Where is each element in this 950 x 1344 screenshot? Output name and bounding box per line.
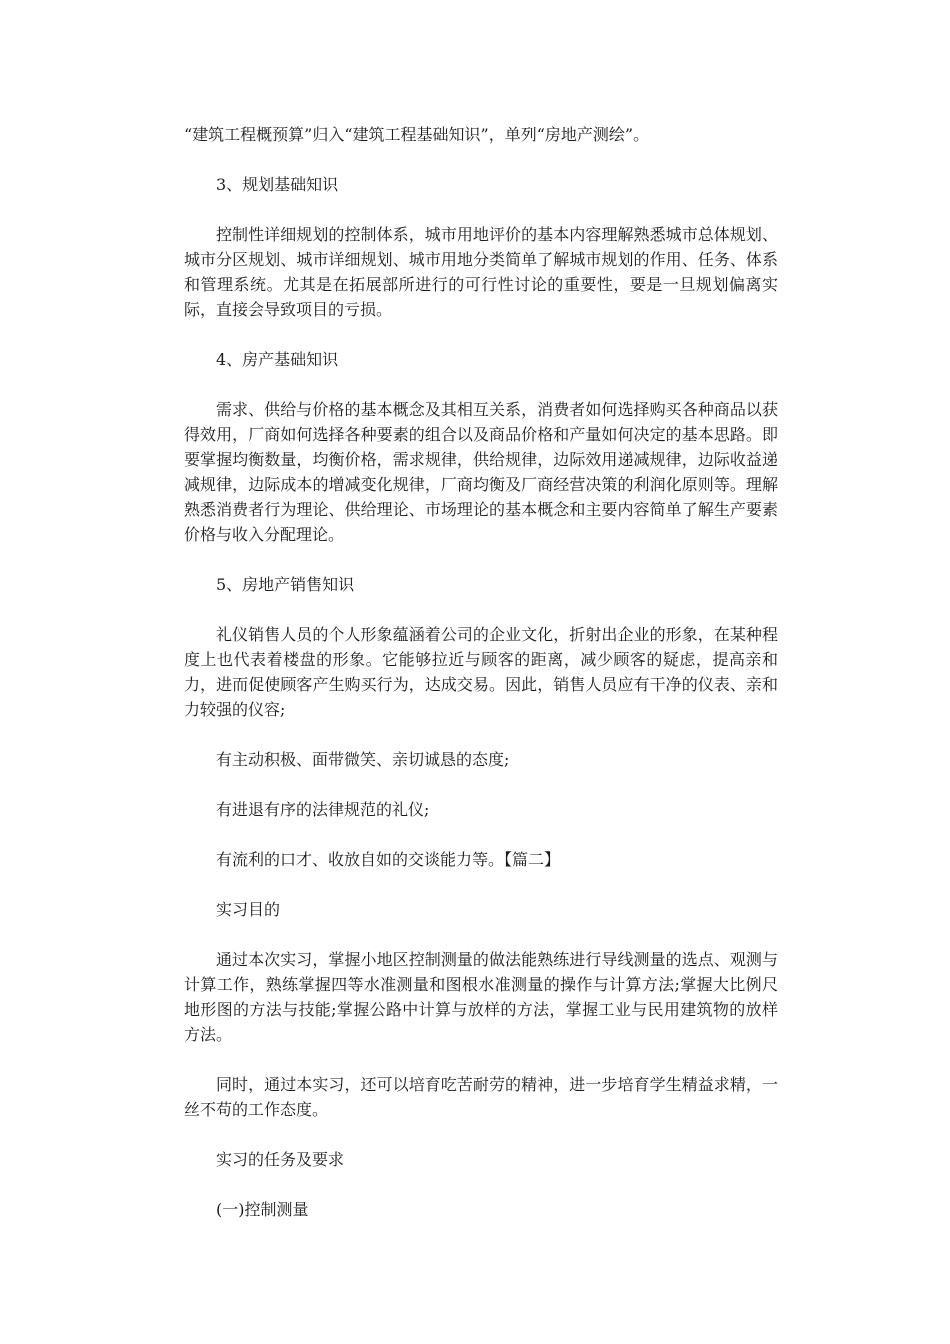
paragraph-attitude: 有主动积极、面带微笑、亲切诚恳的态度; (216, 750, 510, 769)
paragraph-purpose: 通过本次实习，掌握小地区控制测量的做法能熟练进行导线测量的选点、观测与计算工作，熟练掌握四等水准测量和图根水准测量的操作与计算方法;掌握大比例尺地形图的方法与技能;掌握公路中计算与放样的方法，掌握工业与民用建筑物的放样方法。 (184, 950, 778, 1044)
section-heading-tasks: 实习的任务及要求 (216, 1150, 345, 1169)
document-body (184, 122, 778, 1247)
paragraph-intro: “建筑工程概预算”归入“建筑工程基础知识”，单列“房地产测绘”。 (184, 125, 650, 144)
paragraph-sales-etiquette: 礼仪销售人员的个人形象蕴涵着公司的企业文化，折射出企业的形象，在某种程度上也代表着楼盘的形象。它能够拉近与顾客的距离，减少顾客的疑虑，提高亲和力，进而促使顾客产生购买行为，达成交易。因此，销售人员应有干净的仪表、亲和力较强的仪容; (184, 625, 778, 719)
section-heading-sales: 5、房地产销售知识 (216, 575, 355, 594)
paragraph-planning: 控制性详细规划的控制体系，城市用地评价的基本内容理解熟悉城市总体规划、城市分区规划、城市详细规划、城市用地分类简单了解城市规划的作用、任务、体系和管理系统。尤其是在拓展部所进行的可行性讨论的重要性，要是一旦规划偏离实际，直接会导致项目的亏损。 (184, 225, 778, 319)
section-heading-planning: 3、规划基础知识 (216, 175, 339, 194)
paragraph-property: 需求、供给与价格的基本概念及其相互关系，消费者如何选择购买各种商品以获得效用，厂商如何选择各种要素的组合以及商品价格和产量如何决定的基本思路。即要掌握均衡数量，均衡价格，需求规律，供给规律，边际效用递减规律，边际收益递减规律，边际成本的增减变化规律，厂商均衡及厂商经营决策的利润化原则等。理解熟悉消费者行为理论、供给理论、市场理论的基本概念和主要内容简单了解生产要素价格与收入分配理论。 (184, 400, 778, 544)
paragraph-etiquette: 有进退有序的法律规范的礼仪; (216, 800, 430, 819)
paragraph-spirit: 同时，通过本实习，还可以培育吃苦耐劳的精神，进一步培育学生精益求精，一丝不苟的工作态度。 (184, 1075, 778, 1119)
paragraph-eloquence: 有流利的口才、收放自如的交谈能力等。【篇二】 (216, 850, 561, 869)
section-heading-purpose: 实习目的 (216, 900, 281, 919)
section-heading-control-survey: (一)控制测量 (216, 1200, 309, 1219)
section-heading-property: 4、房产基础知识 (216, 350, 339, 369)
